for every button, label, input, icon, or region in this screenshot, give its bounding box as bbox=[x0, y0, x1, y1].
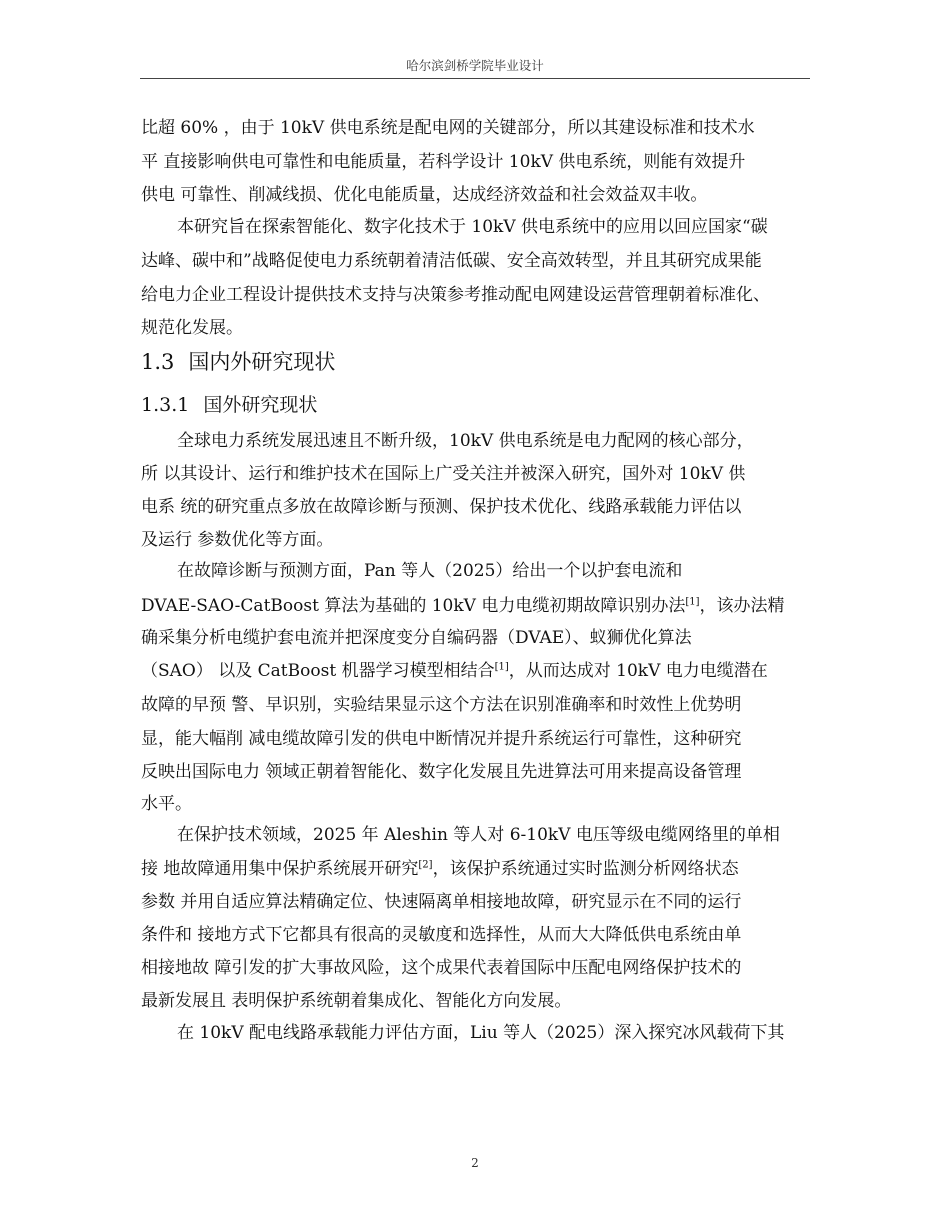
text-run: ，从而达成对 10kV 电力电缆潜在 bbox=[508, 661, 768, 681]
text-run: ，该保护系统通过实时监测分析网络状态 bbox=[432, 859, 739, 879]
text-line: 显，能大幅削 减电缆故障引发的供电中断情况并提升系统运行可靠性，这种研究 bbox=[141, 729, 742, 749]
text-run: 接 地故障通用集中保护系统展开研究 bbox=[141, 859, 419, 879]
text-line: 条件和 接地方式下它都具有很高的灵敏度和选择性，从而大大降低供电系统由单 bbox=[141, 925, 742, 945]
text-line: 在保护技术领域，2025 年 Aleshin 等人对 6-10kV 电压等级电缆网络里的单相 bbox=[177, 825, 780, 845]
subsection-heading bbox=[141, 390, 317, 417]
subsection-number: 1.3.1 bbox=[141, 394, 190, 416]
text-line: 电系 统的研究重点多放在故障诊断与预测、保护技术优化、线路承载能力评估以 bbox=[141, 497, 742, 517]
text-line: 在 10kV 配电线路承载能力评估方面，Liu 等人（2025）深入探究冰风载荷下其 bbox=[177, 1023, 785, 1043]
text-line: 相接地故 障引发的扩大事故风险，这个成果代表着国际中压配电网络保护技术的 bbox=[141, 958, 742, 978]
text-line: 参数 并用自适应算法精确定位、快速隔离单相接地故障，研究显示在不同的运行 bbox=[141, 892, 742, 912]
text-line: 比超 60% ，由于 10kV 供电系统是配电网的关键部分，所以其建设标准和技术水 bbox=[141, 118, 755, 138]
page-header: 哈尔滨剑桥学院毕业设计 bbox=[406, 58, 544, 73]
section-number: 1.3 bbox=[141, 350, 175, 374]
text-line: 所 以其设计、运行和维护技术在国际上广受关注并被深入研究，国外对 10kV 供 bbox=[141, 464, 746, 484]
text-line: 本研究旨在探索智能化、数字化技术于 10kV 供电系统中的应用以回应国家“碳 bbox=[177, 217, 768, 237]
text-line bbox=[141, 596, 785, 616]
section-title: 国内外研究现状 bbox=[188, 350, 336, 374]
text-run: ，该办法精 bbox=[699, 596, 785, 616]
text-line: 及运行 参数优化等方面。 bbox=[141, 530, 334, 550]
subsection-title: 国外研究现状 bbox=[203, 394, 318, 416]
text-line: 全球电力系统发展迅速且不断升级，10kV 供电系统是电力配网的核心部分， bbox=[177, 431, 754, 451]
text-line: 供电 可靠性、削减线损、优化电能质量，达成经济效益和社会效益双丰收。 bbox=[141, 185, 708, 205]
header-rule bbox=[140, 78, 810, 79]
text-line: 达峰、碳中和”战略促使电力系统朝着清洁低碳、安全高效转型，并且其研究成果能 bbox=[141, 251, 762, 271]
citation: [2] bbox=[418, 859, 433, 871]
text-line: 规范化发展。 bbox=[141, 318, 243, 338]
text-line: 反映出国际电力 领域正朝着智能化、数字化发展且先进算法可用来提高设备管理 bbox=[141, 762, 742, 782]
text-line: 平 直接影响供电可靠性和电能质量，若科学设计 10kV 供电系统，则能有效提升 bbox=[141, 152, 746, 172]
text-line: 给电力企业工程设计提供技术支持与决策参考推动配电网建设运营管理朝着标准化、 bbox=[141, 285, 770, 305]
text-run: DVAE-SAO-CatBoost 算法为基础的 10kV 电力电缆初期故障识别办法 bbox=[141, 596, 686, 616]
text-line: 确采集分析电缆护套电流并把深度变分自编码器（DVAE）、蚁狮优化算法 bbox=[141, 628, 692, 648]
page-number: 2 bbox=[471, 1156, 479, 1170]
section-heading bbox=[141, 346, 335, 376]
text-line bbox=[141, 859, 739, 879]
text-line: 水平。 bbox=[141, 794, 192, 814]
text-run: （SAO） 以及 CatBoost 机器学习模型相结合 bbox=[141, 661, 495, 681]
text-line bbox=[141, 661, 768, 681]
citation: [1] bbox=[685, 596, 700, 608]
text-line: 最新发展且 表明保护系统朝着集成化、智能化方向发展。 bbox=[141, 991, 572, 1011]
text-line: 故障的早预 警、早识别，实验结果显示这个方法在识别准确率和时效性上优势明 bbox=[141, 695, 742, 715]
text-line: 在故障诊断与预测方面，Pan 等人（2025）给出一个以护套电流和 bbox=[177, 561, 683, 581]
citation: [1] bbox=[494, 661, 509, 673]
